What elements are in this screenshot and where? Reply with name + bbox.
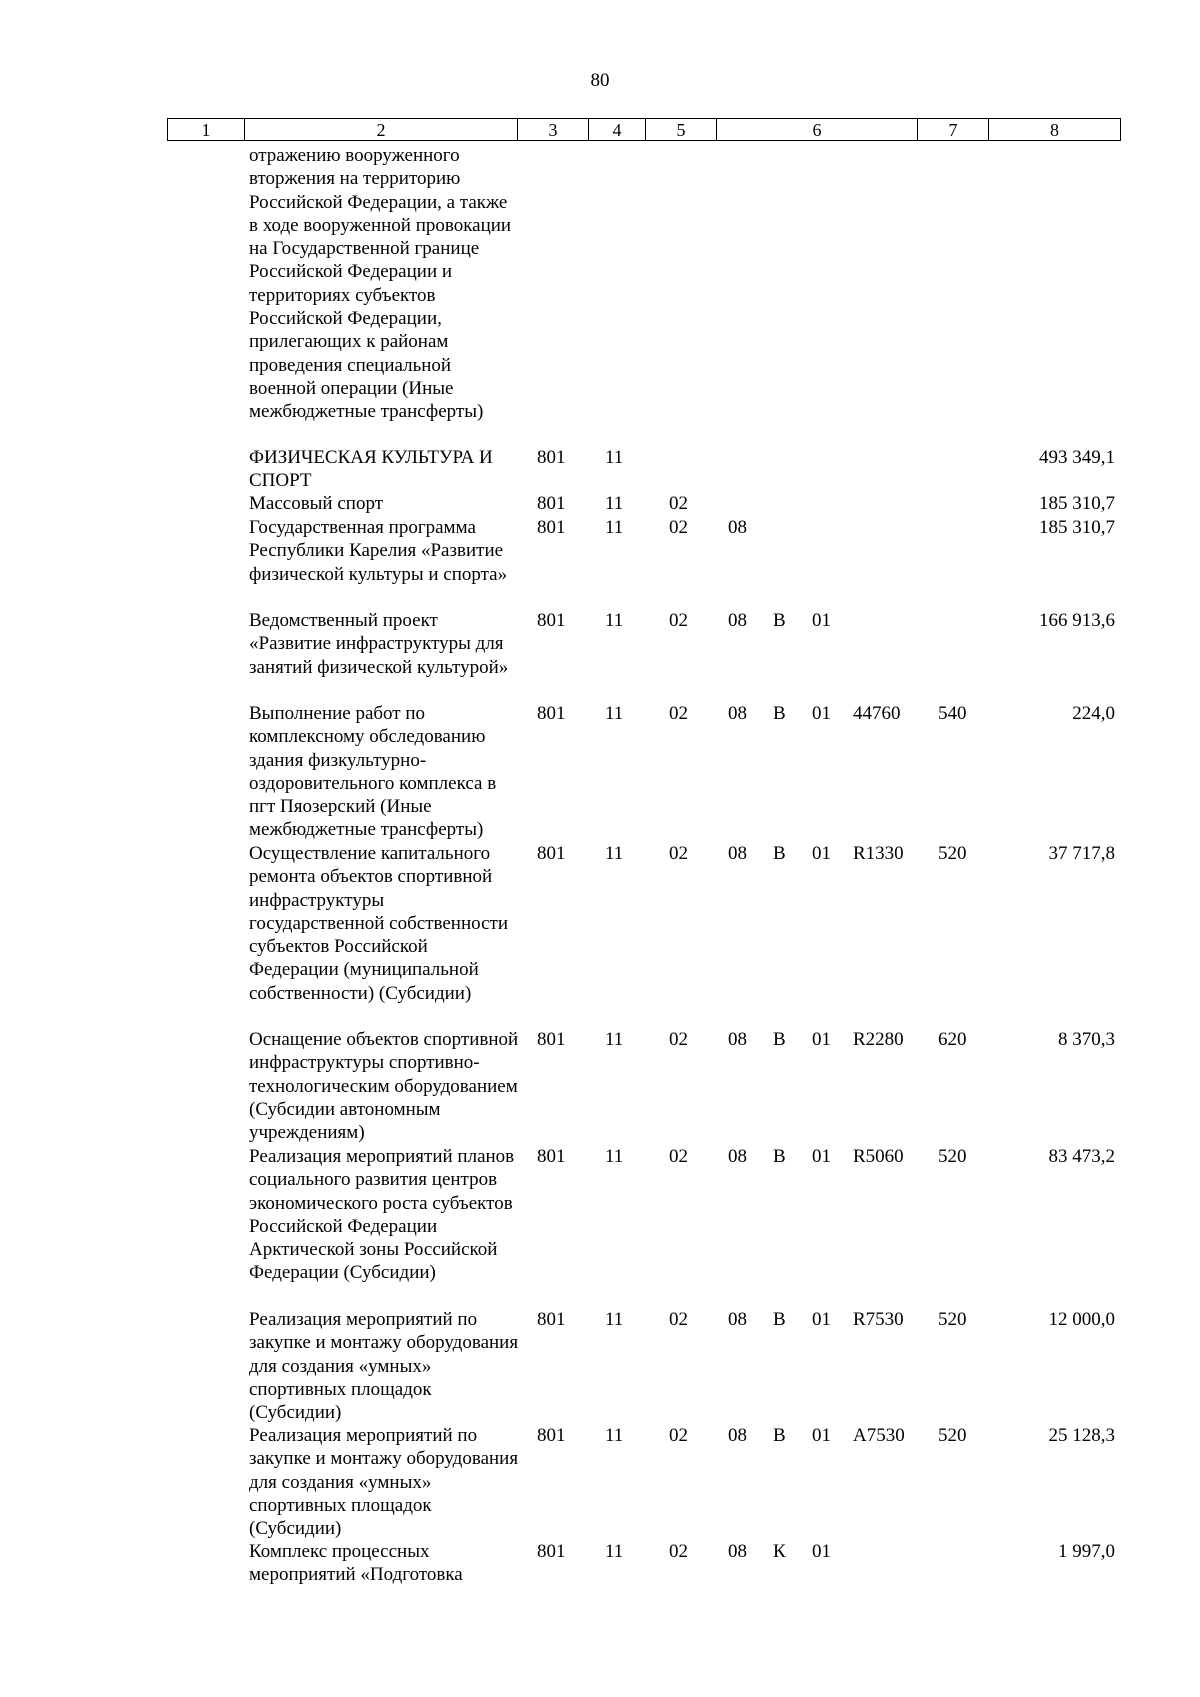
row-name: Государственная программа Республики Карелия «Развитие физической культуры и спорта» xyxy=(249,517,508,585)
row-code-6c: 01 xyxy=(812,1309,831,1330)
header-col-4: 4 xyxy=(612,120,622,140)
row-code-6b: В xyxy=(773,843,786,864)
row-name: Выполнение работ по комплексному обследованию здания физкультурно-оздоровительного комплекса в пгт Пяозерский (Иные межбюджетные трансферты) xyxy=(249,703,497,841)
row-code-4: 11 xyxy=(605,703,624,724)
row-amount: 12 000,0 xyxy=(1048,1309,1115,1330)
row-code-6a: 08 xyxy=(728,610,747,631)
row-code-6a: 08 xyxy=(728,1309,747,1330)
row-code-4: 11 xyxy=(605,843,624,864)
page-number: 80 xyxy=(590,70,610,91)
header-col-5: 5 xyxy=(676,120,686,140)
row-amount: 37 717,8 xyxy=(1048,843,1115,864)
row-code-7: 540 xyxy=(938,703,967,724)
row-code-5: 02 xyxy=(669,1425,688,1446)
row-name: отражению вооруженного вторжения на территорию Российской Федерации, а также в ходе вооруженной провокации на Государственной границе Российской Федерации и территориях субъектов Российской Федерации, прилегающих к районам проведения специальной военной операции (Иные межбюджетные трансферты) xyxy=(249,145,512,423)
row-code-6a: 08 xyxy=(728,1146,747,1167)
row-code-6c: 01 xyxy=(812,1146,831,1167)
row-code-5: 02 xyxy=(669,1029,688,1050)
header-col-1: 1 xyxy=(201,120,211,140)
row-code-7: 520 xyxy=(938,1146,967,1167)
table-header xyxy=(167,118,1121,141)
row-code-6a: 08 xyxy=(728,1029,747,1050)
row-code-4: 11 xyxy=(605,1309,624,1330)
row-code-6b: В xyxy=(773,1425,786,1446)
row-code-6a: 08 xyxy=(728,843,747,864)
row-code-5: 02 xyxy=(669,493,688,514)
row-code-4: 11 xyxy=(605,1029,624,1050)
row-name: Ведомственный проект «Развитие инфраструктуры для занятий физической культурой» xyxy=(249,610,509,678)
row-code-6b: В xyxy=(773,703,786,724)
row-code-3: 801 xyxy=(537,1029,566,1050)
row-code-6a: 08 xyxy=(728,703,747,724)
row-code-5: 02 xyxy=(669,517,688,538)
row-code-3: 801 xyxy=(537,1309,566,1330)
row-code-3: 801 xyxy=(537,517,566,538)
row-code-6b: В xyxy=(773,1029,786,1050)
row-amount: 166 913,6 xyxy=(1039,610,1115,631)
row-amount: 224,0 xyxy=(1072,703,1115,724)
row-code-6a: 08 xyxy=(728,1425,747,1446)
row-code-7: 520 xyxy=(938,1425,967,1446)
row-name: Оснащение объектов спортивной инфраструктуры спортивно-технологическим оборудованием (Субсидии автономным учреждениям) xyxy=(249,1029,519,1144)
row-code-6a: 08 xyxy=(728,1541,747,1562)
row-amount: 1 997,0 xyxy=(1058,1541,1115,1562)
row-code-5: 02 xyxy=(669,703,688,724)
header-col-3: 3 xyxy=(548,120,558,140)
row-code-5: 02 xyxy=(669,610,688,631)
row-code-4: 11 xyxy=(605,493,624,514)
row-code-3: 801 xyxy=(537,1146,566,1167)
row-amount: 185 310,7 xyxy=(1039,493,1115,514)
row-code-6b: В xyxy=(773,1146,786,1167)
row-code-7: 620 xyxy=(938,1029,967,1050)
row-amount: 25 128,3 xyxy=(1048,1425,1115,1446)
row-name: ФИЗИЧЕСКАЯ КУЛЬТУРА И СПОРТ xyxy=(249,447,493,492)
row-name: Осуществление капитального ремонта объектов спортивной инфраструктуры государственной собственности субъектов Российской Федерации (муниципальной собственности) (Субсидии) xyxy=(249,843,509,1004)
row-code-6d: 44760 xyxy=(853,703,901,724)
row-code-3: 801 xyxy=(537,843,566,864)
header-col-2: 2 xyxy=(376,120,386,140)
row-code-5: 02 xyxy=(669,1541,688,1562)
row-code-3: 801 xyxy=(537,1541,566,1562)
row-code-3: 801 xyxy=(537,493,566,514)
row-code-6d: R5060 xyxy=(853,1146,904,1167)
row-code-7: 520 xyxy=(938,843,967,864)
row-code-4: 11 xyxy=(605,1146,624,1167)
row-name: Массовый спорт xyxy=(249,493,384,514)
row-amount: 8 370,3 xyxy=(1058,1029,1115,1050)
header-col-6: 6 xyxy=(812,120,822,140)
row-code-4: 11 xyxy=(605,610,624,631)
row-code-6c: 01 xyxy=(812,1425,831,1446)
row-code-6c: 01 xyxy=(812,703,831,724)
row-code-6d: R2280 xyxy=(853,1029,904,1050)
row-code-7: 520 xyxy=(938,1309,967,1330)
row-code-6d: R7530 xyxy=(853,1309,904,1330)
row-code-6d: А7530 xyxy=(853,1425,905,1446)
row-name: Реализация мероприятий планов социального развития центров экономического роста субъектов Российской Федерации Арктической зоны Российской Федерации (Субсидии) xyxy=(249,1146,515,1284)
row-code-5: 02 xyxy=(669,1146,688,1167)
row-amount: 83 473,2 xyxy=(1048,1146,1115,1167)
row-code-4: 11 xyxy=(605,447,624,468)
row-code-3: 801 xyxy=(537,1425,566,1446)
header-col-8: 8 xyxy=(1050,120,1059,140)
row-code-6c: 01 xyxy=(812,1541,831,1562)
row-code-3: 801 xyxy=(537,703,566,724)
row-code-6b: К xyxy=(773,1541,786,1562)
row-name: Реализация мероприятий по закупке и монтажу оборудования для создания «умных» спортивных площадок (Субсидии) xyxy=(249,1309,519,1424)
row-code-5: 02 xyxy=(669,843,688,864)
row-name: Реализация мероприятий по закупке и монтажу оборудования для создания «умных» спортивных площадок (Субсидии) xyxy=(249,1425,519,1540)
row-amount: 185 310,7 xyxy=(1039,517,1115,538)
row-code-5: 02 xyxy=(669,1309,688,1330)
row-code-6c: 01 xyxy=(812,1029,831,1050)
row-name: Комплекс процессных мероприятий «Подготовка xyxy=(249,1541,463,1586)
row-code-6b: В xyxy=(773,610,786,631)
row-code-4: 11 xyxy=(605,1425,624,1446)
row-code-4: 11 xyxy=(605,517,624,538)
row-code-6a: 08 xyxy=(728,517,747,538)
row-code-6c: 01 xyxy=(812,843,831,864)
row-code-4: 11 xyxy=(605,1541,624,1562)
row-amount: 493 349,1 xyxy=(1039,447,1115,468)
header-col-7: 7 xyxy=(948,120,958,140)
row-code-6b: В xyxy=(773,1309,786,1330)
row-code-6d: R1330 xyxy=(853,843,904,864)
row-code-6c: 01 xyxy=(812,610,831,631)
row-code-3: 801 xyxy=(537,610,566,631)
row-code-3: 801 xyxy=(537,447,566,468)
